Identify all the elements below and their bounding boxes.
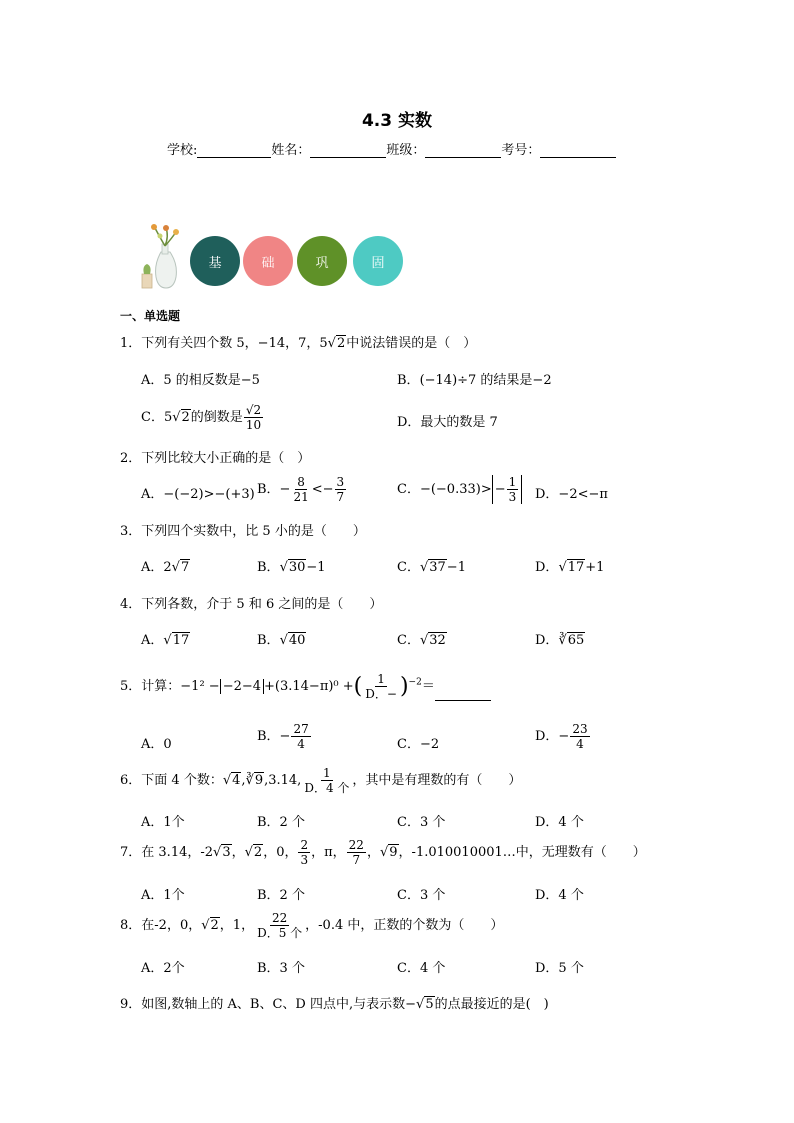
q5-option-d[interactable]: D．− $\frac{23}{4}$ [535,722,588,751]
q5-option-c[interactable]: C．−2 [397,737,440,752]
q7-option-a[interactable]: A．1个 [141,888,185,903]
banner-circle-label: 固 [371,255,385,271]
question-5: 5．计算：−1² − −2−4 +(3.14−π)⁰ +( $\frac{1}{D.-}$ )$^{-2}$＝ [120,672,491,701]
q7-option-c[interactable]: C．3 个 [397,888,446,903]
class-blank[interactable] [425,143,501,158]
banner-circle-label: 基 [208,255,222,271]
q7-option-b[interactable]: B．2 个 [257,888,305,903]
q5-answer-blank[interactable] [435,688,491,701]
q1-option-a[interactable]: A．5 的相反数是−5 [141,373,260,388]
q7-option-d[interactable]: D．4 个 [535,888,584,903]
student-info-line [167,139,616,158]
q4-option-b[interactable]: B．√40 [257,633,306,648]
q8-option-a[interactable]: A．2个 [141,961,185,976]
question-4: 4．下列各数，介于 5 和 6 之间的是（ ） [120,597,383,612]
q4-option-a[interactable]: A．√17 [141,633,190,648]
q1-option-c[interactable]: C．5√2的倒数是 $\frac{√2}{10}$ [141,403,262,432]
q3-option-a[interactable]: A．2√7 [141,560,190,575]
q1-option-b[interactable]: B．(−14)÷7 的结果是−2 [397,373,552,388]
banner-circle-3 [297,236,347,286]
question-8: 8．在-2，0，√2，1， $\frac{22}{\text{D．5 个}}$ ，-0.4 中，正数的个数为（ ） [120,911,504,940]
question-9: 9．如图,数轴上的 A、B、C、D 四点中,与表示数−√5的点最接近的是( ) [120,997,549,1012]
banner-circle-4 [353,236,403,286]
banner-circle-label: 础 [261,255,275,271]
question-3: 3．下列四个实数中，比 5 小的是（ ） [120,524,366,539]
school-label: 学校: [167,143,198,158]
q2-option-c[interactable]: C．−(−0.33)> − $\frac{1}{3}$ [397,475,522,504]
q5-option-b[interactable]: B．− $\frac{27}{4}$ [257,722,309,751]
name-label: 姓名： [271,143,311,158]
q6-option-a[interactable]: A．1个 [141,815,185,830]
q6-option-d[interactable]: D．4 个 [535,815,584,830]
q5-option-a[interactable]: A．0 [141,737,172,752]
q4-option-c[interactable]: C．√32 [397,633,446,648]
question-6: 6．下面 4 个数：√4,∛9,3.14, $\frac{1}{\text{D．4 个}}$ ，其中是有理数的有（ ） [120,766,522,795]
q8-option-c[interactable]: C．4 个 [397,961,446,976]
question-7: 7．在 3.14，-2√3，√2，0， $\frac{2}{3}$ ，π， $\frac{22}{7}$ ，√9，-1.010010001…中，无理数有（ ） [120,838,646,867]
q2-option-b[interactable]: B．− $\frac{8}{21}$ <− $\frac{3}{7}$ [257,475,345,504]
q3-option-c[interactable]: C．√37−1 [397,560,466,575]
question-2: 2．下列比较大小正确的是（ ） [120,451,311,466]
banner-circle-1 [190,236,240,286]
q4-option-d[interactable]: D．∛65 [535,633,585,648]
question-1: 1．下列有关四个数 5，−14，7，5√2中说法错误的是（ ） [120,336,477,351]
section-heading: 一、单选题 [120,309,181,323]
banner-circle-label: 巩 [315,255,329,271]
q3-option-d[interactable]: D．√17+1 [535,560,605,575]
q8-option-d[interactable]: D．5 个 [535,961,584,976]
q2-option-a[interactable]: A．−(−2)>−(+3) [141,487,255,502]
q6-option-c[interactable]: C．3 个 [397,815,446,830]
class-label: 班级： [386,143,426,158]
q8-option-b[interactable]: B．3 个 [257,961,305,976]
id-blank[interactable] [540,143,616,158]
name-blank[interactable] [310,143,386,158]
vase-plant-icon [136,222,186,290]
q2-option-d[interactable]: D．−2<−π [535,487,608,502]
q6-option-b[interactable]: B．2 个 [257,815,305,830]
q3-option-b[interactable]: B．√30−1 [257,560,326,575]
school-blank[interactable] [197,143,271,158]
page-title: 4.3 实数 [361,111,433,131]
id-label: 考号： [501,143,541,158]
q1-option-d[interactable]: D．最大的数是 7 [397,415,498,430]
banner-circle-2 [243,236,293,286]
